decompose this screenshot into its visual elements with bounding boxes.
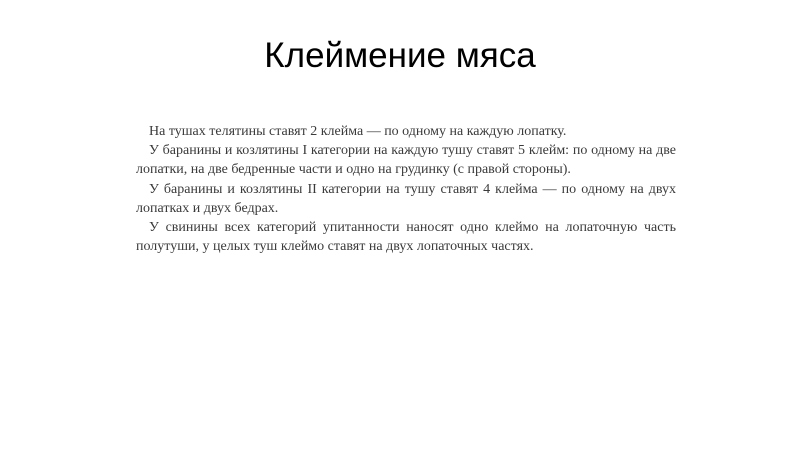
paragraph-veal: На тушах телятины ставят 2 клейма — по одному на каждую лопатку. <box>149 124 567 139</box>
body-text <box>136 122 676 256</box>
paragraph-pork: У свинины всех категорий упитанности наносят одно клеймо на лопаточную часть полутуши, у целых туш клеймо ставят на двух лопаточных частях. <box>136 220 676 255</box>
scanned-text-block <box>136 110 676 326</box>
paragraph-lamb-goat-category-2: У баранины и козлятины II категории на тушу ставят 4 клейма — по одному на двух лопатках и двух бедрах. <box>136 181 676 216</box>
paragraph-lamb-goat-category-1: У баранины и козлятины I категории на каждую тушу ставят 5 клейм: по одному на две лопатки, на две бедренные части и одно на грудинку (с правой стороны). <box>136 143 676 178</box>
slide-title: Клеймение мяса <box>264 36 536 75</box>
